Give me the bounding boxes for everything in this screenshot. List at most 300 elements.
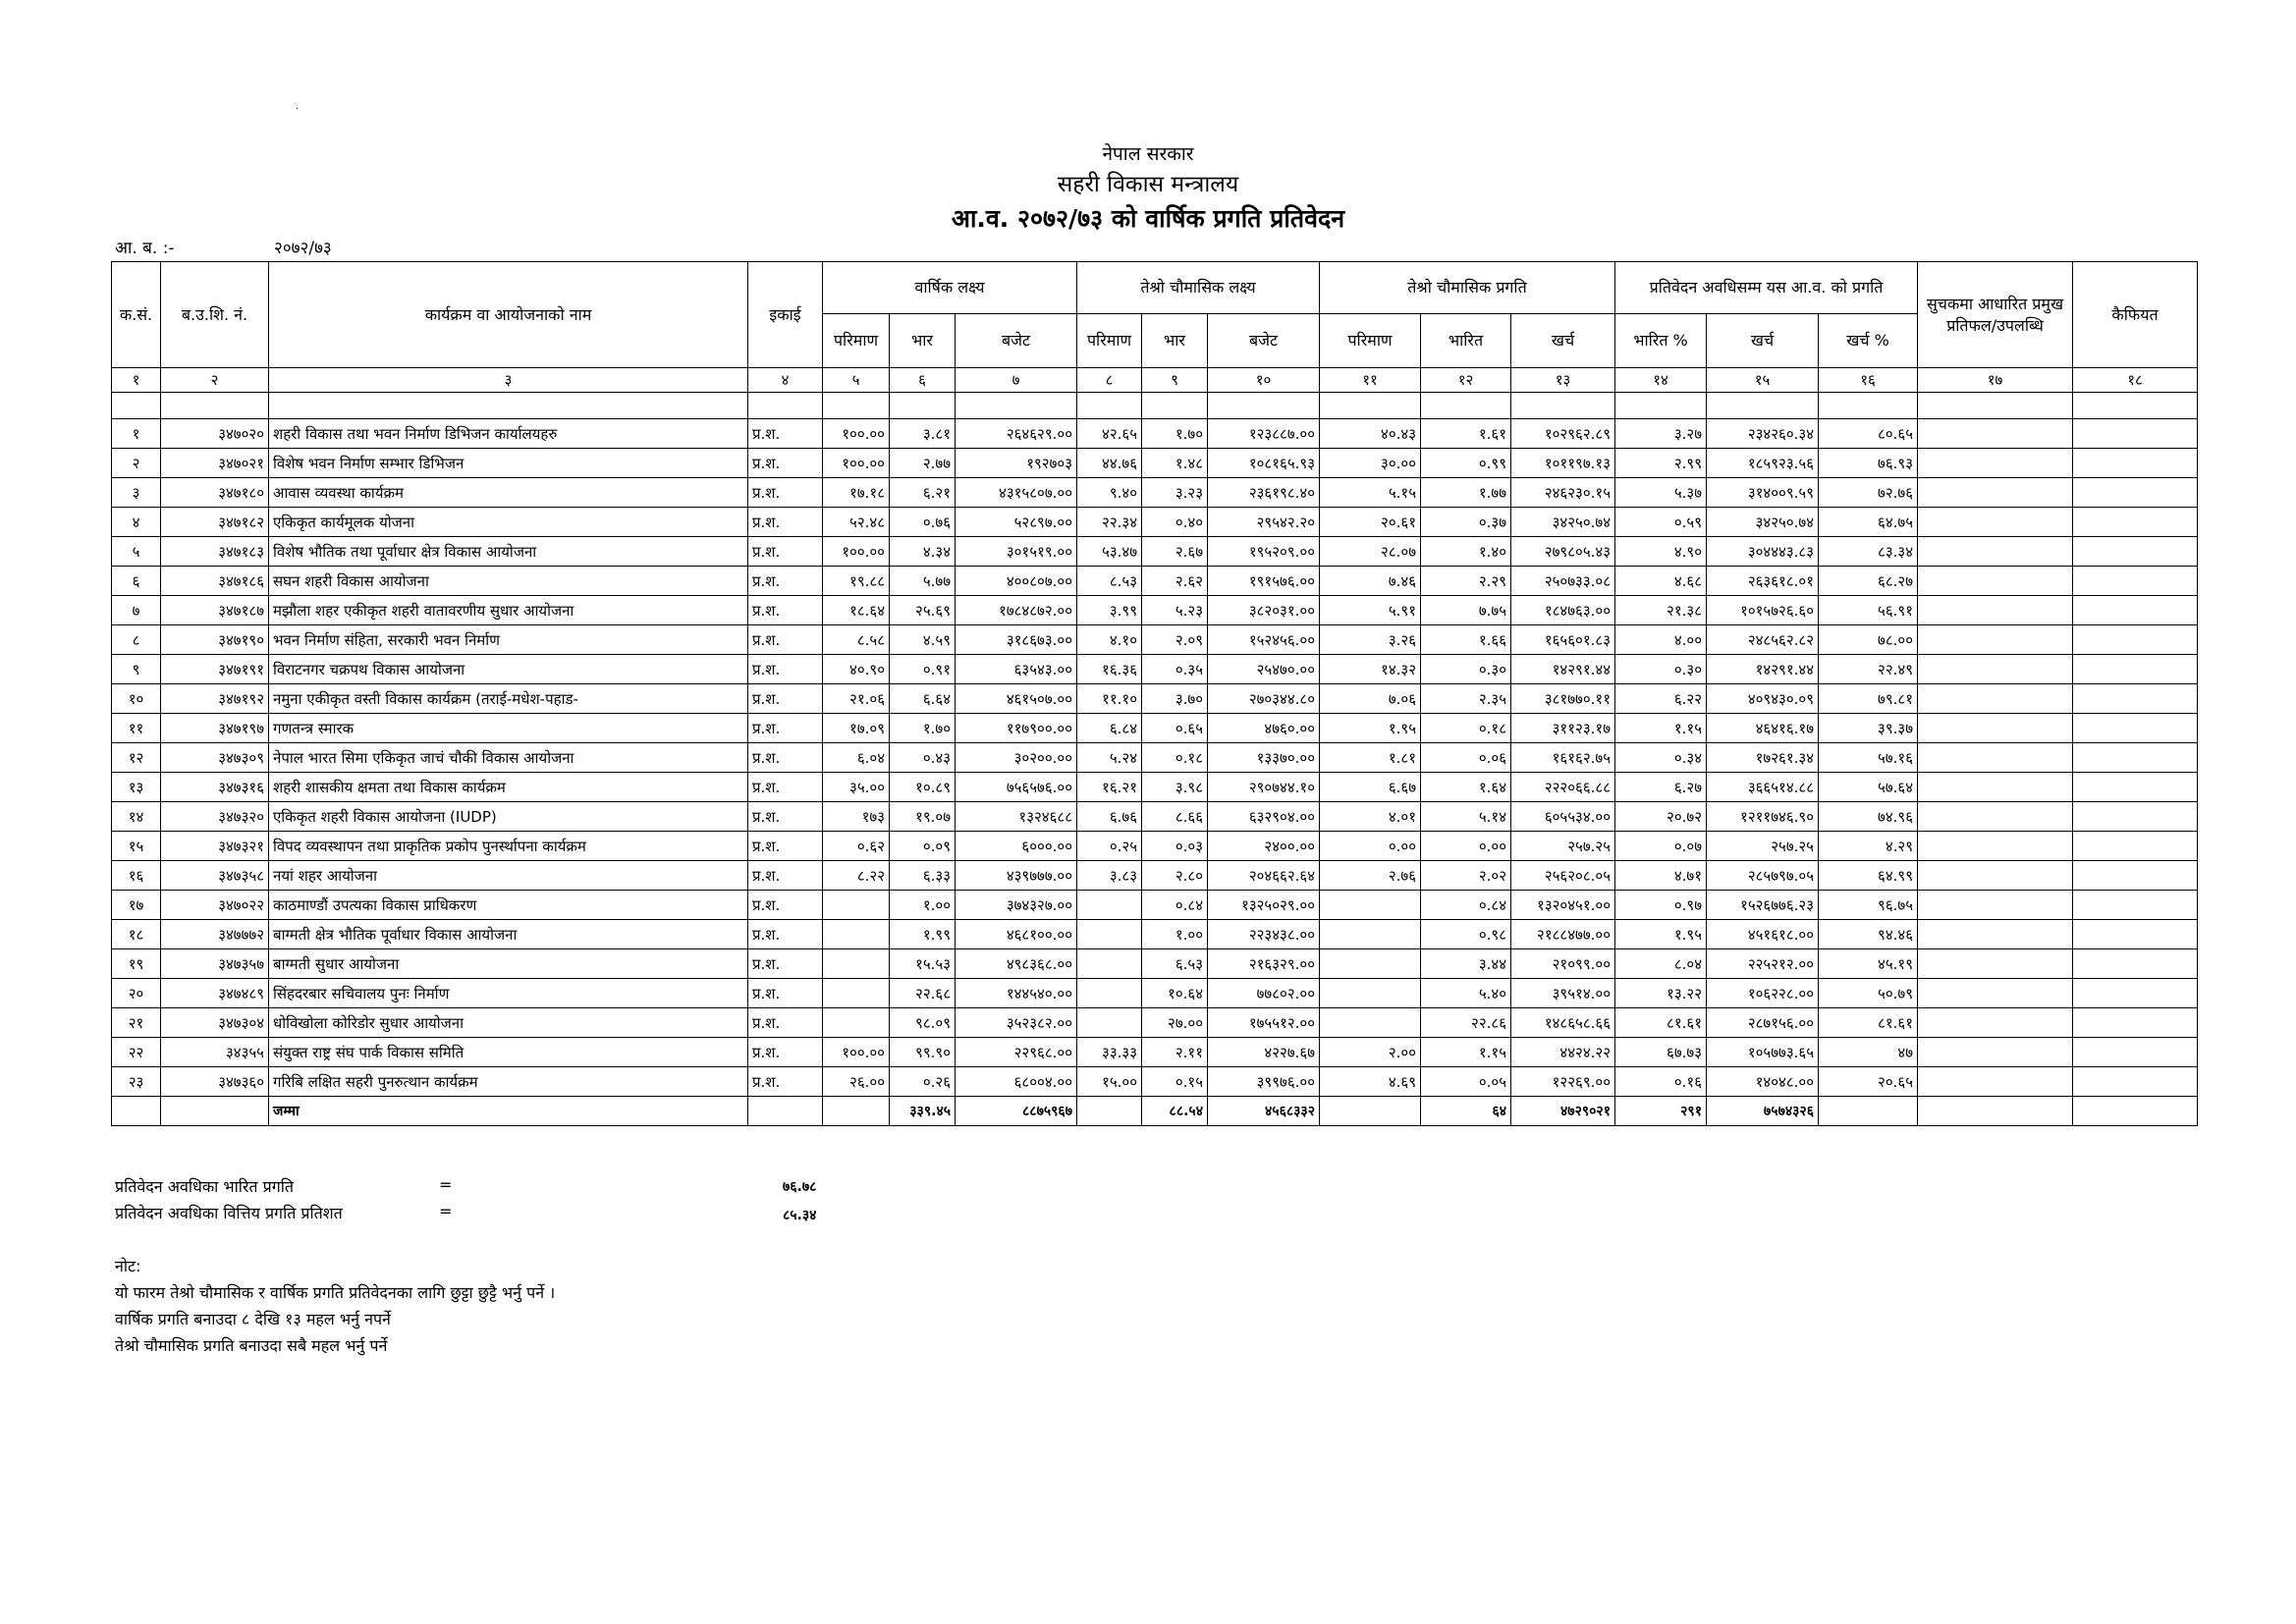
note-heading: नोट: <box>115 1257 141 1275</box>
table-cell: १०१५७२६.६० <box>1707 596 1819 625</box>
table-cell: ४.५९ <box>890 625 956 655</box>
total-value: ८८.५४ <box>1142 1097 1208 1126</box>
table-cell: ९९.९० <box>890 1038 956 1067</box>
table-cell: ६.६७ <box>1320 773 1421 802</box>
total-row <box>112 1097 2198 1126</box>
table-row <box>112 449 2198 478</box>
table-cell: ४७ <box>1819 1038 1918 1067</box>
table-cell: ७२.७६ <box>1819 478 1918 508</box>
column-number: ११ <box>1320 368 1421 393</box>
table-cell <box>1320 891 1421 920</box>
empty-cell <box>2073 1038 2198 1067</box>
subheader-cell: परिमाण <box>823 314 890 368</box>
table-cell: ३४७०२१ <box>161 449 269 478</box>
table-cell: ४६८१००.०० <box>956 920 1077 949</box>
table-cell: १४८६५८.६६ <box>1511 1008 1615 1038</box>
table-cell: प्र.श. <box>748 625 823 655</box>
table-cell: ३७४३२७.०० <box>956 891 1077 920</box>
empty-cell <box>2073 949 2198 979</box>
table-cell: १९.०७ <box>890 802 956 832</box>
program-name-cell: नयां शहर आयोजना <box>269 861 748 891</box>
program-name-cell: नमुना एकीकृत वस्ती विकास कार्यक्रम (तराई-मधेश-पहाड- <box>269 684 748 714</box>
table-cell: ३८१७७०.११ <box>1511 684 1615 714</box>
table-cell: ५२८९७.०० <box>956 508 1077 537</box>
table-row <box>112 478 2198 508</box>
table-cell: ८.२२ <box>823 861 890 891</box>
ministry-name: सहरी विकास मन्त्रालय <box>1057 172 1239 197</box>
table-cell: ३४२५०.७४ <box>1707 508 1819 537</box>
table-cell: १०६२२८.०० <box>1707 979 1819 1008</box>
table-cell: ४.९० <box>1615 537 1707 567</box>
header-q3-progress: तेश्रो चौमासिक प्रगति <box>1320 262 1615 314</box>
table-cell: १७२६१.३४ <box>1707 743 1819 773</box>
table-cell: ५३.४७ <box>1077 537 1142 567</box>
empty-cell <box>2073 979 2198 1008</box>
table-cell: ३.९९ <box>1077 596 1142 625</box>
table-cell <box>1077 1008 1142 1038</box>
table-cell: ३४७१८३ <box>161 537 269 567</box>
table-cell: ०.६५ <box>1142 714 1208 743</box>
table-cell: ८०.६५ <box>1819 419 1918 449</box>
table-cell: ७८.०० <box>1819 625 1918 655</box>
table-cell: ६.५३ <box>1142 949 1208 979</box>
table-cell: ४.०१ <box>1320 802 1421 832</box>
table-cell: ९८.०९ <box>890 1008 956 1038</box>
progress-report-table <box>111 261 2198 1126</box>
table-cell: ०.९९ <box>1421 449 1511 478</box>
table-cell: ३४७१८० <box>161 478 269 508</box>
table-cell: ३४७१९७ <box>161 714 269 743</box>
empty-cell <box>748 1097 823 1126</box>
table-row <box>112 891 2198 920</box>
table-cell: ११७९००.०० <box>956 714 1077 743</box>
table-cell <box>823 1008 890 1038</box>
table-cell: ३.८१ <box>890 419 956 449</box>
table-row <box>112 537 2198 567</box>
table-cell: २.९९ <box>1615 449 1707 478</box>
program-name-cell: आवास व्यवस्था कार्यक्रम <box>269 478 748 508</box>
table-cell: ६३५४३.०० <box>956 655 1077 684</box>
table-cell: १६१६२.७५ <box>1511 743 1615 773</box>
total-value: ३३९.४५ <box>890 1097 956 1126</box>
table-cell: १०११९७.१३ <box>1511 449 1615 478</box>
table-cell: प्र.श. <box>748 1038 823 1067</box>
empty-cell <box>161 393 269 419</box>
table-cell: प्र.श. <box>748 861 823 891</box>
total-value: ४७२९०२१ <box>1511 1097 1615 1126</box>
table-cell: १२ <box>112 743 161 773</box>
table-cell: ३४७१८७ <box>161 596 269 625</box>
empty-cell <box>1918 449 2073 478</box>
table-cell: ६.२१ <box>890 478 956 508</box>
empty-cell <box>2073 1008 2198 1038</box>
header-budget-head: ब.उ.शि. नं. <box>161 262 269 368</box>
column-number: १८ <box>2073 368 2198 393</box>
table-cell: ३.२७ <box>1615 419 1707 449</box>
table-cell: ६४.७५ <box>1819 508 1918 537</box>
empty-cell <box>2073 920 2198 949</box>
table-cell: २२३४३८.०० <box>1208 920 1320 949</box>
stray-mark: · <box>296 104 300 115</box>
table-cell: ४५१६१८.०० <box>1707 920 1819 949</box>
column-number: ३ <box>269 368 748 393</box>
table-cell: २६३६१८.०१ <box>1707 567 1819 596</box>
table-cell: ५.१४ <box>1421 802 1511 832</box>
table-cell: २०.६५ <box>1819 1067 1918 1097</box>
table-cell: १.६१ <box>1421 419 1511 449</box>
table-cell: २९०७४४.१० <box>1208 773 1320 802</box>
empty-cell <box>1918 655 2073 684</box>
table-cell: ५.४० <box>1421 979 1511 1008</box>
table-cell: ८३.३४ <box>1819 537 1918 567</box>
table-cell: ३१४००९.५९ <box>1707 478 1819 508</box>
table-cell: ७७८०२.०० <box>1208 979 1320 1008</box>
table-cell: १५.०० <box>1077 1067 1142 1097</box>
table-cell: ३४७३१६ <box>161 773 269 802</box>
table-cell: ०.२५ <box>1077 832 1142 861</box>
table-cell: प्र.श. <box>748 773 823 802</box>
empty-cell <box>1918 1008 2073 1038</box>
empty-cell <box>1077 393 1142 419</box>
table-cell: ३४७१८६ <box>161 567 269 596</box>
table-cell: २२५२१२.०० <box>1707 949 1819 979</box>
table-cell: २८.०७ <box>1320 537 1421 567</box>
empty-cell <box>2073 684 2198 714</box>
program-name-cell: विशेष भवन निर्माण सम्भार डिभिजन <box>269 449 748 478</box>
table-cell: ०.०७ <box>1615 832 1707 861</box>
table-cell: २३ <box>112 1067 161 1097</box>
subheader-cell: भारित <box>1421 314 1511 368</box>
table-cell: ४६१५०७.०० <box>956 684 1077 714</box>
total-label: जम्मा <box>269 1097 748 1126</box>
table-cell: २१०९९.०० <box>1511 949 1615 979</box>
empty-cell <box>1918 743 2073 773</box>
table-cell: १.०० <box>890 891 956 920</box>
empty-cell <box>2073 655 2198 684</box>
table-cell: ३.२३ <box>1142 478 1208 508</box>
empty-cell <box>1142 393 1208 419</box>
table-cell: ३९९७६.०० <box>1208 1067 1320 1097</box>
table-cell: ४०.४३ <box>1320 419 1421 449</box>
table-cell: १४२९१.४४ <box>1511 655 1615 684</box>
empty-cell <box>161 1097 269 1126</box>
table-cell: ३४७७७२ <box>161 920 269 949</box>
table-cell: ३८२०३१.०० <box>1208 596 1320 625</box>
table-cell: २३४२६०.३४ <box>1707 419 1819 449</box>
table-cell: १३२०४५१.०० <box>1511 891 1615 920</box>
program-name-cell: गणतन्त्र स्मारक <box>269 714 748 743</box>
table-cell: २२२०६६.८८ <box>1511 773 1615 802</box>
column-number: ७ <box>956 368 1077 393</box>
table-cell: ७.४६ <box>1320 567 1421 596</box>
table-cell: २५७.२५ <box>1511 832 1615 861</box>
table-cell: १०८१६५.९३ <box>1208 449 1320 478</box>
table-row <box>112 1038 2198 1067</box>
table-cell: २० <box>112 979 161 1008</box>
table-cell: ८.०४ <box>1615 949 1707 979</box>
subheader-cell: खर्च % <box>1819 314 1918 368</box>
table-cell: १.६४ <box>1421 773 1511 802</box>
table-cell: १.७० <box>890 714 956 743</box>
table-cell: २१८८४७७.०० <box>1511 920 1615 949</box>
table-cell: २.७६ <box>1320 861 1421 891</box>
table-cell: ४३१५८०७.०० <box>956 478 1077 508</box>
table-cell: १०.६४ <box>1142 979 1208 1008</box>
table-cell: प्र.श. <box>748 920 823 949</box>
empty-cell <box>2073 1067 2198 1097</box>
table-row <box>112 596 2198 625</box>
table-cell: प्र.श. <box>748 655 823 684</box>
empty-cell <box>2073 743 2198 773</box>
table-row <box>112 832 2198 861</box>
table-cell <box>823 891 890 920</box>
empty-cell <box>1918 508 2073 537</box>
table-cell: ३४७३२१ <box>161 832 269 861</box>
table-cell: ८१.६१ <box>1819 1008 1918 1038</box>
table-cell: ५.७७ <box>890 567 956 596</box>
table-row <box>112 714 2198 743</box>
table-cell: २०.६१ <box>1320 508 1421 537</box>
total-value: ४५६८३३२ <box>1208 1097 1320 1126</box>
table-cell: ४.१० <box>1077 625 1142 655</box>
table-cell: २८५७९७.०५ <box>1707 861 1819 891</box>
program-name-cell: शहरी शासकीय क्षमता तथा विकास कार्यक्रम <box>269 773 748 802</box>
table-cell: ०.९८ <box>1421 920 1511 949</box>
subheader-cell: परिमाण <box>1320 314 1421 368</box>
table-cell: २०.७२ <box>1615 802 1707 832</box>
empty-cell <box>1918 920 2073 949</box>
table-cell: १.९९ <box>890 920 956 949</box>
table-cell: ५.३७ <box>1615 478 1707 508</box>
program-name-cell: बाग्मती क्षेत्र भौतिक पूर्वाधार विकास आयोजना <box>269 920 748 949</box>
table-cell: १८.६४ <box>823 596 890 625</box>
program-name-cell: एकिकृत कार्यमूलक योजना <box>269 508 748 537</box>
table-cell: १ <box>112 419 161 449</box>
table-cell: १६.३६ <box>1077 655 1142 684</box>
table-cell: २.०९ <box>1142 625 1208 655</box>
subheader-cell: खर्च <box>1511 314 1615 368</box>
table-cell: ३ <box>112 478 161 508</box>
program-name-cell: विशेष भौतिक तथा पूर्वाधार क्षेत्र विकास आयोजना <box>269 537 748 567</box>
table-cell: २५०७३३.०८ <box>1511 567 1615 596</box>
table-cell: २६.०० <box>823 1067 890 1097</box>
empty-cell <box>1918 1097 2073 1126</box>
table-cell: ३४२५०.७४ <box>1511 508 1615 537</box>
table-cell: ११.१० <box>1077 684 1142 714</box>
table-cell: २६४६२९.०० <box>956 419 1077 449</box>
empty-cell <box>1918 625 2073 655</box>
table-cell: २२९६८.०० <box>956 1038 1077 1067</box>
program-name-cell: धोविखोला कोरिडोर सुधार आयोजना <box>269 1008 748 1038</box>
table-cell: २९५४२.२० <box>1208 508 1320 537</box>
empty-cell <box>2073 537 2198 567</box>
table-cell: ३४७४८९ <box>161 979 269 1008</box>
table-cell: १२२६९.०० <box>1511 1067 1615 1097</box>
table-cell: ६.२७ <box>1615 773 1707 802</box>
table-cell: ९६.७५ <box>1819 891 1918 920</box>
table-cell: २४८५६२.८२ <box>1707 625 1819 655</box>
table-row <box>112 979 2198 1008</box>
program-name-cell: काठमाण्डौं उपत्यका विकास प्राधिकरण <box>269 891 748 920</box>
table-cell: ४.०० <box>1615 625 1707 655</box>
table-cell: २१.०६ <box>823 684 890 714</box>
table-cell: १४४५४०.०० <box>956 979 1077 1008</box>
empty-cell <box>112 1097 161 1126</box>
table-cell: ४.७१ <box>1615 861 1707 891</box>
empty-cell <box>1819 1097 1918 1126</box>
empty-cell <box>1819 393 1918 419</box>
table-cell: ३०२००.०० <box>956 743 1077 773</box>
table-cell: २.११ <box>1142 1038 1208 1067</box>
spacer-row <box>112 393 2198 419</box>
table-cell: २.७७ <box>890 449 956 478</box>
table-cell: ३६६५१४.८८ <box>1707 773 1819 802</box>
empty-cell <box>1511 393 1615 419</box>
table-cell: २३६१९८.४० <box>1208 478 1320 508</box>
empty-cell <box>1077 1097 1142 1126</box>
table-cell: ३१८६७३.०० <box>956 625 1077 655</box>
program-name-cell: नेपाल भारत सिमा एकिकृत जाचं चौकी विकास आयोजना <box>269 743 748 773</box>
table-cell: ७.७५ <box>1421 596 1511 625</box>
table-cell: २१.३८ <box>1615 596 1707 625</box>
table-cell: ६०००.०० <box>956 832 1077 861</box>
table-cell: ५२.४८ <box>823 508 890 537</box>
empty-cell <box>2073 567 2198 596</box>
table-cell: १६.२१ <box>1077 773 1142 802</box>
table-cell: ०.०५ <box>1421 1067 1511 1097</box>
table-cell: प्र.श. <box>748 478 823 508</box>
table-cell: १००.०० <box>823 419 890 449</box>
table-cell: १९.८८ <box>823 567 890 596</box>
empty-cell <box>2073 393 2198 419</box>
table-cell: ३४७१८२ <box>161 508 269 537</box>
table-row <box>112 508 2198 537</box>
empty-cell <box>1918 949 2073 979</box>
column-number: १० <box>1208 368 1320 393</box>
table-cell: २.६२ <box>1142 567 1208 596</box>
empty-cell <box>1918 832 2073 861</box>
table-cell <box>1320 1008 1421 1038</box>
weighted-progress-label: प्रतिवेदन अवधिका भारित प्रगति <box>115 1177 295 1196</box>
table-cell: १४ <box>112 802 161 832</box>
table-cell: ६.३३ <box>890 861 956 891</box>
empty-cell <box>823 393 890 419</box>
column-number: १७ <box>1918 368 2073 393</box>
table-cell: १.१५ <box>1421 1038 1511 1067</box>
empty-cell <box>1615 393 1707 419</box>
program-name-cell: मझौला शहर एकीकृत शहरी वातावरणीय सुधार आयोजना <box>269 596 748 625</box>
financial-progress-label: प्रतिवेदन अवधिका वित्तिय प्रगति प्रतिशत <box>115 1204 343 1222</box>
table-cell <box>1320 920 1421 949</box>
table-cell: ४.६९ <box>1320 1067 1421 1097</box>
table-cell <box>823 920 890 949</box>
table-cell: १७३ <box>823 802 890 832</box>
table-cell: ०.१८ <box>1142 743 1208 773</box>
table-cell: ५.९१ <box>1320 596 1421 625</box>
table-cell: ३४७०२२ <box>161 891 269 920</box>
table-cell: १५२४५६.०० <box>1208 625 1320 655</box>
empty-cell <box>1918 891 2073 920</box>
program-name-cell: शहरी विकास तथा भवन निर्माण डिभिजन कार्यालयहरु <box>269 419 748 449</box>
subheader-cell: परिमाण <box>1077 314 1142 368</box>
table-row <box>112 684 2198 714</box>
empty-cell <box>748 393 823 419</box>
table-cell: १२३८८७.०० <box>1208 419 1320 449</box>
table-cell: १००.०० <box>823 449 890 478</box>
column-number: १२ <box>1421 368 1511 393</box>
table-cell: ११ <box>112 714 161 743</box>
table-cell: ३.७० <box>1142 684 1208 714</box>
table-cell: ७९.८१ <box>1819 684 1918 714</box>
empty-cell <box>2073 1097 2198 1126</box>
table-cell: प्र.श. <box>748 1008 823 1038</box>
fiscal-year-label: आ. ब. :- <box>115 239 175 258</box>
table-cell: ०.३४ <box>1615 743 1707 773</box>
program-name-cell: एकिकृत शहरी विकास आयोजना (IUDP) <box>269 802 748 832</box>
empty-cell <box>2073 832 2198 861</box>
note-line-2: वार्षिक प्रगति बनाउदा ८ देखि १३ महल भर्नु नपर्ने <box>115 1310 391 1328</box>
empty-cell <box>1918 714 2073 743</box>
table-cell: २५.६९ <box>890 596 956 625</box>
table-cell: ६७.७३ <box>1615 1038 1707 1067</box>
table-cell: १५२६७७६.२३ <box>1707 891 1819 920</box>
empty-cell <box>956 393 1077 419</box>
table-cell: २.०० <box>1320 1038 1421 1067</box>
column-number: २ <box>161 368 269 393</box>
table-cell <box>1077 920 1142 949</box>
empty-cell <box>1918 1067 2073 1097</box>
table-cell: १.६६ <box>1421 625 1511 655</box>
empty-cell <box>112 393 161 419</box>
table-cell: ६.८४ <box>1077 714 1142 743</box>
table-cell: ४४.७६ <box>1077 449 1142 478</box>
table-cell: ३.९८ <box>1142 773 1208 802</box>
table-cell: ४९८३६८.०० <box>956 949 1077 979</box>
table-cell: २२.६८ <box>890 979 956 1008</box>
table-cell: १३२५०२९.०० <box>1208 891 1320 920</box>
table-cell: ५७.१६ <box>1819 743 1918 773</box>
empty-cell <box>1918 596 2073 625</box>
total-value: ८८७५९६७ <box>956 1097 1077 1126</box>
table-cell: १५ <box>112 832 161 861</box>
table-cell: ७ <box>112 596 161 625</box>
empty-cell <box>1918 773 2073 802</box>
table-cell: ६०५५३४.०० <box>1511 802 1615 832</box>
program-name-cell: विपद व्यवस्थापन तथा प्राकृतिक प्रकोप पुनर्स्थापना कार्यक्रम <box>269 832 748 861</box>
empty-cell <box>2073 714 2198 743</box>
header-annual-target: वार्षिक लक्ष्य <box>823 262 1077 314</box>
table-cell: ३५२३८२.०० <box>956 1008 1077 1038</box>
table-row <box>112 1008 2198 1038</box>
table-cell: १४२९१.४४ <box>1707 655 1819 684</box>
table-cell: ९.४० <box>1077 478 1142 508</box>
table-cell: २१ <box>112 1008 161 1038</box>
table-cell: ०.८४ <box>1142 891 1208 920</box>
table-cell: १६ <box>112 861 161 891</box>
table-cell: ६८००४.०० <box>956 1067 1077 1097</box>
table-row <box>112 625 2198 655</box>
program-name-cell: भवन निर्माण संहिता, सरकारी भवन निर्माण <box>269 625 748 655</box>
table-cell: १२११७४६.९० <box>1707 802 1819 832</box>
table-cell: १९१५७६.०० <box>1208 567 1320 596</box>
table-cell: ६.०४ <box>823 743 890 773</box>
subheader-cell: भार <box>890 314 956 368</box>
table-cell: ४६४१६.१७ <box>1707 714 1819 743</box>
fiscal-year-value: २०७२/७३ <box>274 239 332 258</box>
column-number: ९ <box>1142 368 1208 393</box>
empty-cell <box>2073 802 2198 832</box>
empty-cell <box>890 393 956 419</box>
